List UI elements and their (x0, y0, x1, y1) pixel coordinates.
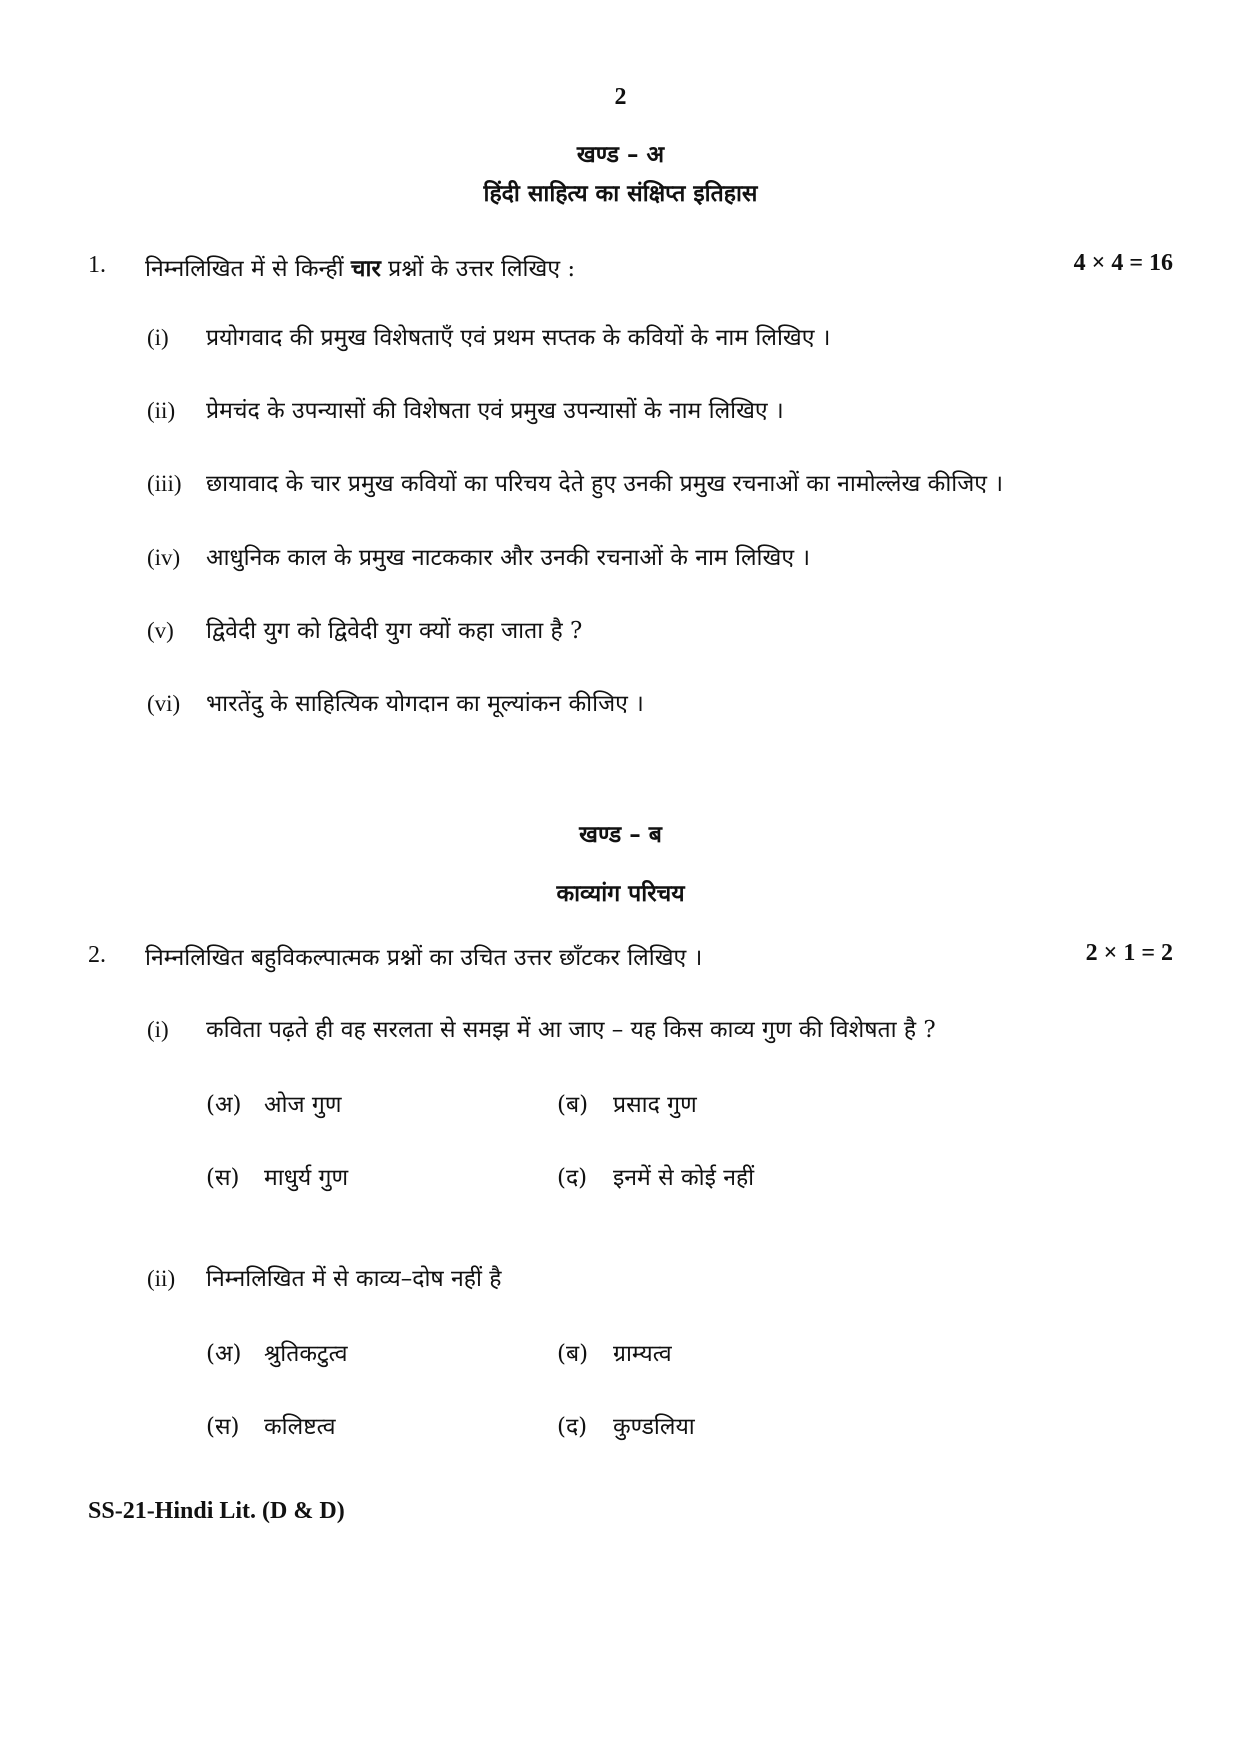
question-2-marks: 2 × 1 = 2 (1085, 940, 1173, 966)
q2-sub-2-option-c-label: (स) (206, 1414, 240, 1440)
section-b-title: खण्ड – ब (579, 821, 662, 848)
question-1-text-before: निम्नलिखित में से किन्हीं (145, 256, 351, 282)
q2-sub-2-option-b-label: (ब) (557, 1341, 589, 1367)
q1-sub-4-text: आधुनिक काल के प्रमुख नाटककार और उनकी रचनाओं के नाम लिखिए । (206, 545, 811, 571)
q1-sub-6-label: (vi) (147, 691, 181, 716)
q1-sub-2-label: (ii) (147, 398, 176, 423)
q2-sub-2-option-a-label: (अ) (206, 1341, 242, 1367)
q2-sub-1-label: (i) (147, 1017, 169, 1042)
q2-sub-2-option-b-text: ग्राम्यत्व (613, 1341, 672, 1367)
question-1-text-bold: चार (350, 255, 381, 282)
q1-sub-4-label: (iv) (147, 545, 181, 570)
question-1-text (145, 251, 575, 283)
q2-sub-2-option-c-text: कलिष्टत्व (264, 1414, 336, 1440)
q2-sub-2-option-a-text: श्रुतिकटुत्व (264, 1341, 348, 1367)
paper-code-footer: SS-21-Hindi Lit. (D & D) (88, 1498, 345, 1524)
q2-sub-2-label: (ii) (147, 1266, 176, 1291)
q2-sub-1-option-d-text: इनमें से कोई नहीं (613, 1165, 755, 1191)
q2-sub-1-option-a-label: (अ) (206, 1092, 242, 1118)
q1-sub-5-label: (v) (147, 618, 174, 643)
q2-sub-1-option-c-label: (स) (206, 1165, 240, 1191)
q2-sub-1-option-b-label: (ब) (557, 1092, 589, 1118)
q2-sub-1-option-c-text: माधुर्य गुण (264, 1165, 349, 1191)
q2-sub-1-option-a-text: ओज गुण (264, 1092, 342, 1118)
q2-sub-1-option-d-label: (द) (557, 1165, 588, 1191)
q1-sub-5-text: द्विवेदी युग को द्विवेदी युग क्यों कहा जाता है ? (206, 618, 583, 644)
q1-sub-6-text: भारतेंदु के साहित्यिक योगदान का मूल्यांकन कीजिए । (206, 691, 644, 717)
question-1-text-after: प्रश्नों के उत्तर लिखिए : (380, 256, 576, 282)
section-a-title: खण्ड – अ (576, 141, 665, 168)
page-number: 2 (614, 84, 627, 110)
q2-sub-1-option-b-text: प्रसाद गुण (613, 1092, 697, 1118)
q2-sub-2-option-d-text: कुण्डलिया (613, 1414, 695, 1440)
section-a-subtitle: हिंदी साहित्य का संक्षिप्त इतिहास (483, 180, 758, 207)
q1-sub-3-label: (iii) (147, 471, 182, 496)
section-b-subtitle: काव्यांग परिचय (556, 880, 685, 907)
question-2-text: निम्नलिखित बहुविकल्पात्मक प्रश्नों का उचित उत्तर छाँटकर लिखिए । (145, 945, 703, 971)
q2-sub-2-option-d-label: (द) (557, 1414, 588, 1440)
q1-sub-1-text: प्रयोगवाद की प्रमुख विशेषताएँ एवं प्रथम सप्तक के कवियों के नाम लिखिए । (206, 325, 831, 351)
q2-sub-2-text: निम्नलिखित में से काव्य–दोष नहीं है (206, 1266, 502, 1292)
question-1-marks: 4 × 4 = 16 (1073, 250, 1173, 276)
question-1-number: 1. (88, 252, 106, 278)
q1-sub-2-text: प्रेमचंद के उपन्यासों की विशेषता एवं प्रमुख उपन्यासों के नाम लिखिए । (206, 398, 784, 424)
q1-sub-1-label: (i) (147, 325, 169, 350)
q1-sub-3-text: छायावाद के चार प्रमुख कवियों का परिचय देते हुए उनकी प्रमुख रचनाओं का नामोल्लेख कीजिए । (206, 471, 1004, 497)
question-2-number: 2. (88, 942, 106, 968)
q2-sub-1-text: कविता पढ़ते ही वह सरलता से समझ में आ जाए – यह किस काव्य गुण की विशेषता है ? (206, 1017, 936, 1043)
